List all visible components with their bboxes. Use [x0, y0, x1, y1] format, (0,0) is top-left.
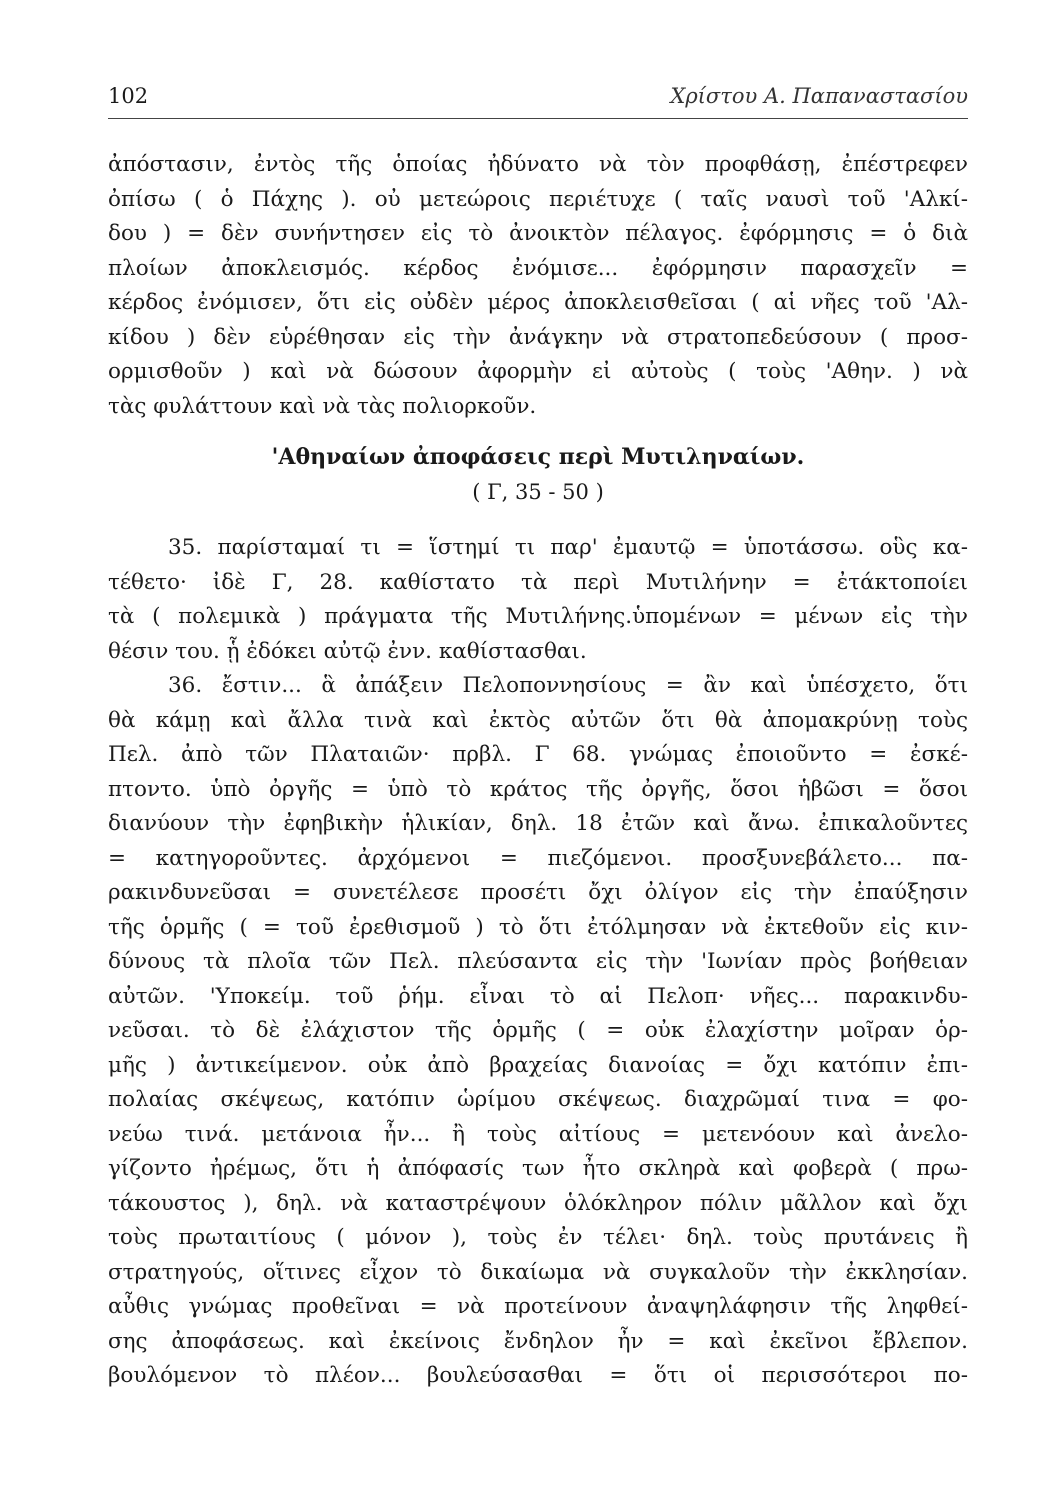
text-line: τοὺς πρωταιτίους ( μόνον ), τοὺς ἐν τέλει· δηλ. τοὺς πρυτάνεις ἢ	[108, 1225, 968, 1250]
text-line: θέσιν του. ᾗ ἐδόκει αὐτῷ ἐνν. καθίστασθαι.	[108, 638, 587, 664]
text-line: = κατηγοροῦντες. ἀρχόμενοι = πιεζόμενοι. προσξυνεβάλετο... πα-	[108, 845, 968, 871]
running-title: Χρίστου Α. Παπαναστασίου	[670, 84, 968, 108]
text-line: ορμισθοῦν ) καὶ νὰ δώσουν ἀφορμὴν εἰ αὐτοὺς ( τοὺς 'Αθην. ) νὰ	[108, 359, 968, 384]
text-line: βουλόμενον τὸ πλέον... βουλεύσασθαι = ὅτι οἱ περισσότεροι πο-	[108, 1363, 968, 1388]
text-line: μῆς ) ἀντικείμενον. οὐκ ἀπὸ βραχείας διανοίας = ὄχι κατόπιν ἐπι-	[108, 1052, 968, 1078]
text-line: θὰ κάμῃ καὶ ἄλλα τινὰ καὶ ἐκτὸς αὐτῶν ὅτι θὰ ἀπομακρύνῃ τοὺς	[108, 707, 968, 733]
section-reference: ( Γ, 35 - 50 )	[472, 479, 604, 504]
text-line: 35. παρίσταμαί τι = ἵστημί τι παρ' ἐμαυτῷ = ὑποτάσσω. οὓς κα-	[168, 535, 968, 560]
text-line: ρακινδυνεῦσαι = συνετέλεσε προσέτι ὄχι ὀλίγον εἰς τὴν ἐπαύξησιν	[108, 880, 968, 905]
page-header	[108, 84, 968, 114]
text-line: ἀπόστασιν, ἐντὸς τῆς ὁποίας ἠδύνατο νὰ τὸν προφθάσῃ, ἐπέστρεφεν	[108, 152, 968, 177]
text-line: τὰ ( πολεμικὰ ) πράγματα τῆς Μυτιλήνης.ὑπομένων = μένων εἰς τὴν	[108, 604, 968, 629]
text-line: 36. ἔστιν... ἃ ἀπάξειν Πελοποννησίους = ἂν καὶ ὑπέσχετο, ὅτι	[168, 673, 968, 698]
text-line: νεῦσαι. τὸ δὲ ἐλάχιστον τῆς ὁρμῆς ( = οὐκ ἐλαχίστην μοῖραν ὁρ-	[108, 1018, 968, 1043]
text-line: δου ) = δὲν συνήντησεν εἰς τὸ ἀνοικτὸν πέλαγος. ἐφόρμησις = ὁ διὰ	[108, 221, 968, 246]
text-line: τέθετο· ἰδὲ Γ, 28. καθίστατο τὰ περὶ Μυτιλήνην = ἐτάκτοποίει	[108, 569, 968, 595]
text-line: τῆς ὁρμῆς ( = τοῦ ἐρεθισμοῦ ) τὸ ὅτι ἐτόλμησαν νὰ ἐκτεθοῦν εἰς κιν-	[108, 914, 968, 940]
text-line: πλοίων ἀποκλεισμός. κέρδος ἐνόμισε... ἐφόρμησιν παρασχεῖν =	[108, 255, 968, 281]
text-line: κίδου ) δὲν εὑρέθησαν εἰς τὴν ἀνάγκην νὰ στρατοπεδεύσουν ( προσ-	[108, 324, 968, 350]
text-line: στρατηγούς, οἵτινες εἶχον τὸ δικαίωμα νὰ συγκαλοῦν τὴν ἐκκλησίαν.	[108, 1259, 968, 1285]
text-line: ὀπίσω ( ὁ Πάχης ). οὐ μετεώροις περιέτυχε ( ταῖς ναυσὶ τοῦ 'Αλκί-	[108, 186, 968, 212]
section-heading: 'Αθηναίων ἀποφάσεις περὶ Μυτιληναίων.	[271, 444, 805, 470]
text-line: κέρδος ἐνόμισεν, ὅτι εἰς οὐδὲν μέρος ἀποκλεισθεῖσαι ( αἱ νῆες τοῦ 'Αλ-	[108, 290, 968, 315]
text-line: δύνους τὰ πλοῖα τῶν Πελ. πλεύσαντα εἰς τὴν 'Ιωνίαν πρὸς βοήθειαν	[108, 949, 968, 974]
text-line: διανύουν τὴν ἐφηβικὴν ἡλικίαν, δηλ. 18 ἐτῶν καὶ ἄνω. ἐπικαλοῦντες	[108, 811, 968, 836]
header-rule	[108, 118, 968, 119]
text-line: σης ἀποφάσεως. καὶ ἐκείνοις ἔνδηλον ἦν = καὶ ἐκεῖνοι ἔβλεπον.	[108, 1328, 968, 1354]
text-body	[108, 148, 968, 1394]
text-line: τὰς φυλάττουν καὶ νὰ τὰς πολιορκοῦν.	[108, 393, 537, 419]
text-line: γίζοντο ἠρέμως, ὅτι ἡ ἀπόφασίς των ἦτο σκληρὰ καὶ φοβερὰ ( πρω-	[108, 1156, 968, 1181]
text-line: νεύω τινά. μετάνοια ἦν... ἢ τοὺς αἰτίους = μετενόουν καὶ ἀνελο-	[108, 1121, 968, 1147]
text-line: τάκουστος ), δηλ. νὰ καταστρέψουν ὁλόκληρον πόλιν μᾶλλον καὶ ὄχι	[108, 1190, 968, 1216]
text-line: πτοντο. ὑπὸ ὀργῆς = ὑπὸ τὸ κράτος τῆς ὀργῆς, ὅσοι ἡβῶσι = ὅσοι	[108, 776, 968, 802]
text-line: αὖθις γνώμας προθεῖναι = νὰ προτείνουν ἀναψηλάφησιν τῆς ληφθεί-	[108, 1294, 968, 1319]
text-line: πολαίας σκέψεως, κατόπιν ὡρίμου σκέψεως. διαχρῶμαί τινα = φο-	[108, 1087, 968, 1112]
page-number: 102	[108, 84, 149, 108]
text-line: Πελ. ἀπὸ τῶν Πλαταιῶν· πρβλ. Γ 68. γνώμας ἐποιοῦντο = ἐσκέ-	[108, 742, 968, 767]
text-line: αὐτῶν. 'Υποκείμ. τοῦ ῥήμ. εἶναι τὸ αἱ Πελοπ· νῆες... παρακινδυ-	[108, 983, 968, 1009]
